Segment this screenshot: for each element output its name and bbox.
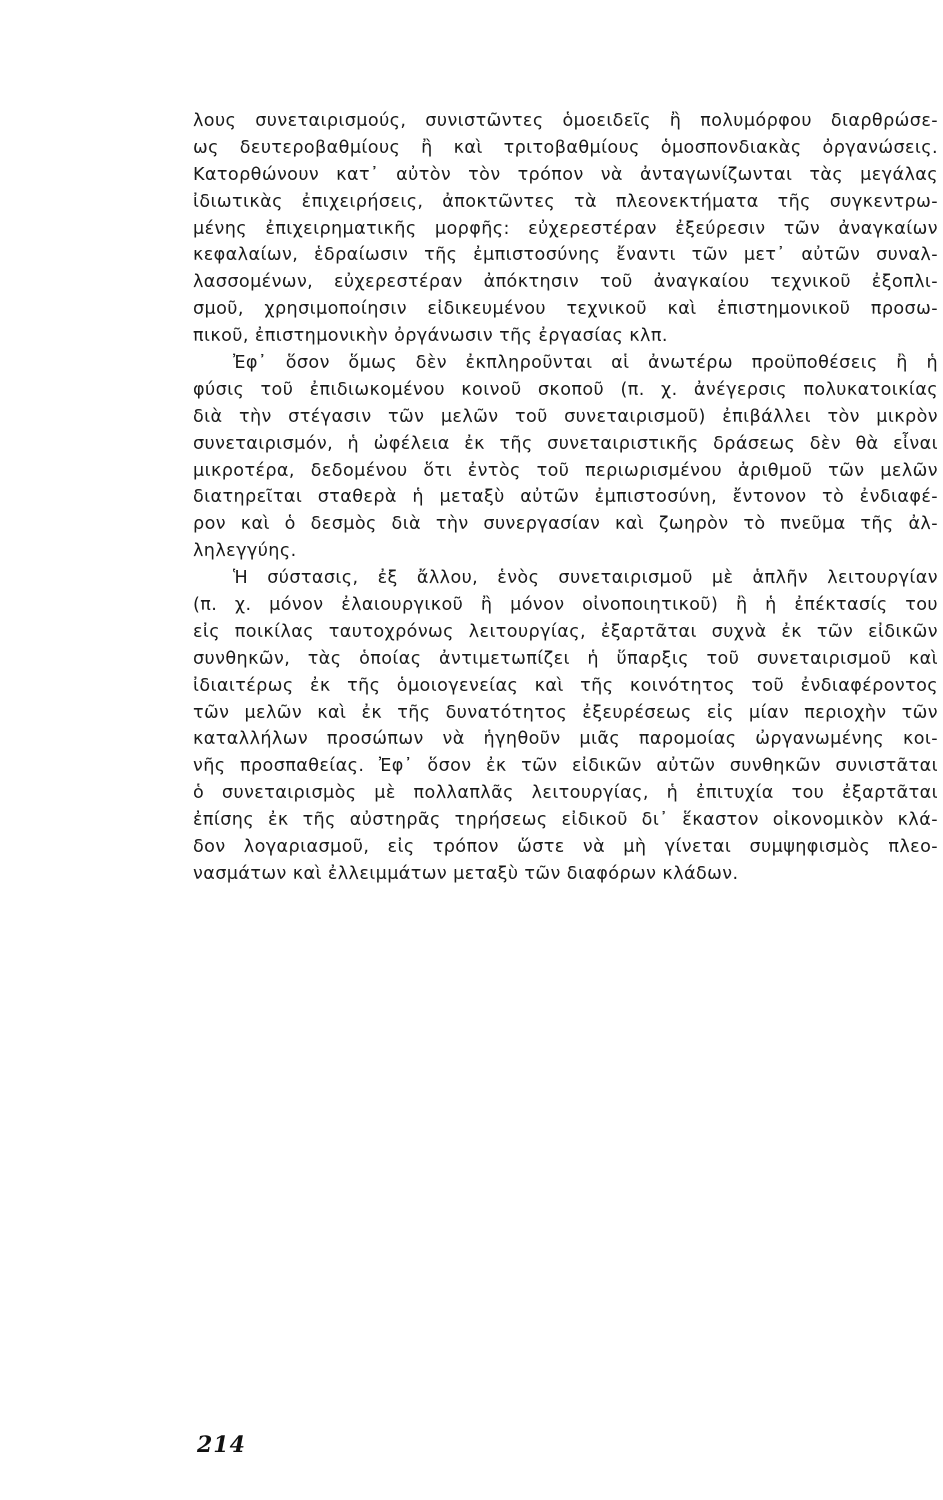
text-line: κεφαλαίων, ἑδραίωσιν τῆς ἐμπιστοσύνης ἔναντι τῶν μετ᾽ αὐτῶν συναλ- xyxy=(193,245,938,266)
text-line: Ἐφ᾽ ὅσον ὅμως δὲν ἐκπληροῦνται αἱ ἀνωτέρω προϋποθέσεις ἢ ἡ xyxy=(233,353,938,374)
text-line: ἰδιαιτέρως ἐκ τῆς ὁμοιογενείας καὶ τῆς κοινότητος τοῦ ἐνδιαφέροντος xyxy=(193,675,938,696)
text-line: συνεταιρισμόν, ἡ ὠφέλεια ἐκ τῆς συνεταιριστικῆς δράσεως δὲν θὰ εἶναι xyxy=(193,433,938,454)
text-line: νῆς προσπαθείας. Ἐφ᾽ ὅσον ἐκ τῶν εἰδικῶν αὐτῶν συνθηκῶν συνιστᾶται xyxy=(193,756,938,777)
text-line: σμοῦ, χρησιμοποίησιν εἰδικευμένου τεχνικοῦ καὶ ἐπιστημονικοῦ προσω- xyxy=(193,299,938,320)
text-line: ληλεγγύης. xyxy=(193,541,297,562)
text-line: ἐπίσης ἐκ τῆς αὐστηρᾶς τηρήσεως εἰδικοῦ δι᾽ ἕκαστον οἰκονομικὸν κλά- xyxy=(193,810,938,831)
text-line: Ἡ σύστασις, ἐξ ἄλλου, ἑνὸς συνεταιρισμοῦ μὲ ἁπλῆν λειτουργίαν xyxy=(233,568,938,589)
paragraph-2 xyxy=(193,350,938,565)
text-line: πικοῦ, ἐπιστημονικὴν ὀργάνωσιν τῆς ἐργασίας κλπ. xyxy=(193,326,668,347)
text-line: διὰ τὴν στέγασιν τῶν μελῶν τοῦ συνεταιρισμοῦ) ἐπιβάλλει τὸν μικρὸν xyxy=(193,406,938,427)
text-line: λασσομένων, εὐχερεστέραν ἀπόκτησιν τοῦ ἀναγκαίου τεχνικοῦ ἐξοπλι- xyxy=(193,272,938,293)
text-line: νασμάτων καὶ ἐλλειμμάτων μεταξὺ τῶν διαφόρων κλάδων. xyxy=(193,863,739,884)
text-line: λους συνεταιρισμούς, συνιστῶντες ὁμοειδεῖς ἢ πολυμόρφου διαρθρώσε- xyxy=(193,111,938,131)
text-line: διατηρεῖται σταθερὰ ἡ μεταξὺ αὐτῶν ἐμπιστοσύνη, ἔντονον τὸ ἐνδιαφέ- xyxy=(193,487,938,508)
paragraph-1 xyxy=(193,108,938,350)
text-line: (π. χ. μόνον ἐλαιουργικοῦ ἢ μόνον οἰνοποιητικοῦ) ἢ ἡ ἐπέκτασίς του xyxy=(193,595,938,616)
text-line: ως δευτεροβαθμίους ἢ καὶ τριτοβαθμίους ὁμοσπονδιακὰς ὀργανώσεις. xyxy=(193,137,938,158)
text-line: δον λογαριασμοῦ, εἰς τρόπον ὥστε νὰ μὴ γίνεται συμψηφισμὸς πλεο- xyxy=(193,837,938,858)
text-line: τῶν μελῶν καὶ ἐκ τῆς δυνατότητος ἐξευρέσεως εἰς μίαν περιοχὴν τῶν xyxy=(193,702,938,723)
text-line: Κατορθώνουν κατ᾽ αὐτὸν τὸν τρόπον νὰ ἀνταγωνίζωνται τὰς μεγάλας xyxy=(193,164,938,185)
page-number: 214 xyxy=(197,1432,246,1458)
text-line: μικροτέρα, δεδομένου ὅτι ἐντὸς τοῦ περιωρισμένου ἀριθμοῦ τῶν μελῶν xyxy=(193,460,938,481)
text-line: ρον καὶ ὁ δεσμὸς διὰ τὴν συνεργασίαν καὶ ζωηρὸν τὸ πνεῦμα τῆς ἀλ- xyxy=(193,514,938,535)
text-line: ὁ συνεταιρισμὸς μὲ πολλαπλᾶς λειτουργίας, ἡ ἐπιτυχία του ἐξαρτᾶται xyxy=(193,783,938,804)
text-line: συνθηκῶν, τὰς ὁποίας ἀντιμετωπίζει ἡ ὕπαρξις τοῦ συνεταιρισμοῦ καὶ xyxy=(193,648,938,669)
paragraph-3 xyxy=(193,565,938,888)
text-line: μένης ἐπιχειρηματικῆς μορφῆς: εὐχερεστέραν ἐξεύρεσιν τῶν ἀναγκαίων xyxy=(193,218,938,239)
text-line: ἰδιωτικὰς ἐπιχειρήσεις, ἀποκτῶντες τὰ πλεονεκτήματα τῆς συγκεντρω- xyxy=(193,191,938,212)
body-text xyxy=(193,108,938,888)
text-line: καταλλήλων προσώπων νὰ ἡγηθοῦν μιᾶς παρομοίας ὠργανωμένης κοι- xyxy=(193,729,938,750)
text-line: φύσις τοῦ ἐπιδιωκομένου κοινοῦ σκοποῦ (π. χ. ἀνέγερσις πολυκατοικίας xyxy=(193,379,938,400)
text-line: εἰς ποικίλας ταυτοχρόνως λειτουργίας, ἐξαρτᾶται συχνὰ ἐκ τῶν εἰδικῶν xyxy=(193,621,938,642)
